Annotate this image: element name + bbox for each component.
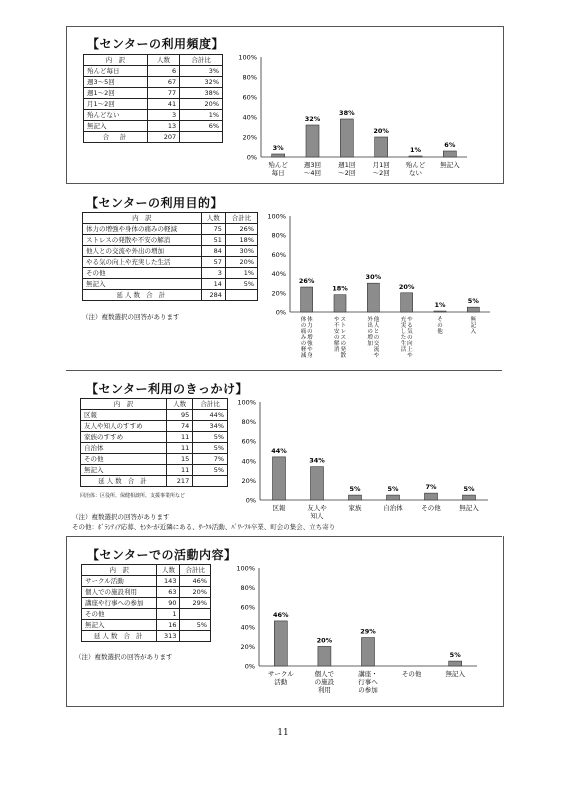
x-tick-label: 月1回～2回 — [372, 161, 390, 177]
y-tick-label: 0% — [245, 496, 256, 505]
table-row: 週1～2回 77 38% — [84, 88, 223, 99]
col-header: 人数 — [147, 55, 179, 66]
x-tick-label: 殆んどない — [405, 161, 426, 177]
svg-text:と: と — [373, 329, 380, 335]
col-header: 人数 — [167, 399, 193, 410]
table-row: 無記入 14 5% — [83, 279, 258, 290]
table-row: 講座や行事への参加 90 29% — [82, 598, 211, 609]
data-label: 5% — [449, 651, 461, 660]
svg-text:の: の — [300, 341, 307, 347]
bar — [362, 638, 375, 666]
bar — [443, 151, 456, 157]
svg-text:上: 上 — [407, 347, 413, 353]
bar — [463, 495, 476, 500]
svg-text:の: の — [367, 329, 373, 335]
y-tick-label: 100% — [236, 564, 255, 573]
svg-text:外: 外 — [367, 317, 373, 323]
table-row: 区報 95 44% — [81, 410, 228, 421]
svg-text:加: 加 — [367, 341, 373, 347]
x-tick-label — [471, 315, 477, 335]
svg-text:生: 生 — [400, 341, 407, 347]
svg-text:の: の — [373, 335, 380, 341]
svg-text:の: の — [437, 323, 443, 329]
table-row: 週3～5回 67 32% — [84, 77, 223, 88]
table-row: 無記入 13 6% — [84, 121, 223, 132]
svg-text:減: 減 — [300, 353, 307, 359]
total-row: 延人数 合 計 217 — [81, 476, 228, 487]
x-tick-label: その他 — [401, 670, 422, 678]
col-header: 内 訳 — [81, 399, 167, 410]
y-tick-label: 80% — [241, 418, 256, 427]
bar — [301, 287, 313, 312]
bar — [340, 119, 353, 157]
total-row: 合 計 207 — [84, 132, 223, 143]
svg-text:消: 消 — [334, 347, 340, 353]
svg-text:や: や — [373, 353, 380, 359]
svg-text:交: 交 — [373, 341, 380, 347]
table-row: 無記入 11 5% — [81, 465, 228, 476]
section-usage-trigger — [66, 370, 502, 537]
data-label: 32% — [304, 115, 321, 123]
bar-chart — [236, 398, 491, 518]
y-tick-label: 100% — [237, 398, 256, 407]
bar — [387, 495, 400, 500]
x-tick-label: 区報 — [272, 504, 286, 512]
col-header: 内 訳 — [84, 55, 148, 66]
bar — [409, 156, 422, 157]
x-tick-label — [401, 315, 413, 359]
y-tick-label: 40% — [271, 270, 286, 279]
y-tick-label: 80% — [271, 231, 286, 240]
y-tick-label: 40% — [240, 623, 255, 632]
table-row: 他人との交流や外出の増加 84 30% — [83, 246, 258, 257]
section-usage-frequency — [66, 26, 504, 184]
svg-text:た: た — [400, 335, 407, 341]
x-tick-label: サークル活動 — [267, 670, 294, 686]
y-tick-label: 20% — [241, 476, 256, 485]
col-header: 合計比 — [193, 399, 228, 410]
svg-text:活: 活 — [400, 347, 407, 353]
svg-text:強: 強 — [307, 341, 313, 347]
col-header: 合計比 — [225, 213, 257, 224]
data-label: 34% — [309, 456, 325, 465]
svg-text:実: 実 — [400, 323, 407, 329]
x-tick-label — [301, 315, 313, 359]
bar — [274, 621, 287, 666]
data-label: 29% — [360, 627, 376, 636]
x-tick-label: 個人での施設利用 — [314, 670, 335, 694]
table-row: サークル活動 143 46% — [82, 576, 211, 587]
total-row: 延人数 合 計 313 — [82, 631, 211, 642]
data-label: 5% — [387, 485, 399, 494]
svg-text:散: 散 — [340, 353, 346, 359]
svg-text:出: 出 — [367, 323, 373, 329]
footnote: （注）複数選択の回答があります — [82, 313, 180, 321]
y-tick-label: 20% — [271, 289, 286, 298]
y-tick-label: 0% — [275, 308, 286, 317]
table-row: 友人や知人のすすめ 74 34% — [81, 421, 228, 432]
bar — [449, 661, 462, 666]
table-row: 無記入 16 5% — [82, 620, 211, 631]
svg-text:力: 力 — [307, 323, 313, 329]
y-tick-label: 60% — [241, 437, 256, 446]
svg-text:解: 解 — [334, 341, 340, 347]
x-tick-label: 無記入 — [440, 161, 460, 169]
table-row: 月1～2回 41 20% — [84, 99, 223, 110]
data-label: 30% — [365, 273, 382, 282]
svg-text:の: の — [300, 323, 307, 329]
data-label: 46% — [273, 610, 289, 619]
svg-text:増: 増 — [367, 335, 373, 341]
svg-text:し: し — [400, 329, 407, 335]
data-label: 20% — [373, 127, 389, 135]
bar — [272, 154, 285, 157]
bar — [273, 457, 286, 500]
svg-text:安: 安 — [334, 329, 340, 335]
y-tick-label: 0% — [244, 662, 255, 671]
svg-text:ト: ト — [340, 323, 346, 329]
svg-text:身: 身 — [307, 353, 313, 359]
svg-text:や: や — [407, 317, 413, 323]
x-tick-label: 友人や知人 — [307, 504, 327, 520]
svg-text:充: 充 — [400, 317, 407, 323]
bar — [434, 311, 446, 312]
footnote: （注）複数選択の回答があります — [72, 513, 170, 521]
col-header: 内 訳 — [82, 565, 157, 576]
bar — [306, 125, 319, 157]
data-label: 1% — [409, 146, 422, 154]
x-tick-label — [437, 316, 443, 335]
bar — [425, 493, 438, 500]
bar-chart — [237, 53, 477, 183]
data-label: 5% — [349, 485, 361, 494]
section-title: 【センターの利用目的】 — [86, 196, 224, 210]
bar — [375, 137, 388, 157]
svg-text:人: 人 — [373, 323, 380, 329]
bar — [401, 293, 413, 312]
footnote: その他：ﾎﾞﾗﾝﾃｨｱ応募、ｾﾝﾀｰが近隣にある、ｻｰｸﾙ活動、ﾊﾟﾜｰﾌﾙ卒業、町会の集会、立ち寄り — [72, 523, 336, 531]
svg-text:軽: 軽 — [300, 347, 307, 353]
y-tick-label: 40% — [241, 457, 256, 466]
data-label: 6% — [444, 141, 456, 149]
y-tick-label: 0% — [246, 153, 257, 162]
svg-text:無: 無 — [470, 317, 477, 323]
page-number: 11 — [277, 728, 289, 738]
x-tick-label — [367, 315, 379, 359]
data-label: 26% — [298, 277, 315, 286]
svg-text:流: 流 — [373, 347, 380, 353]
table-row: その他 3 1% — [83, 268, 258, 279]
x-tick-label: 無記入 — [445, 670, 465, 678]
data-label: 20% — [316, 636, 333, 645]
x-tick-label: 週3回～4回 — [303, 161, 322, 177]
section-usage-purpose — [66, 182, 502, 371]
col-header: 内 訳 — [83, 213, 202, 224]
svg-text:レ: レ — [340, 329, 346, 335]
col-header: 合計比 — [180, 565, 211, 576]
x-tick-label — [334, 316, 346, 359]
svg-text:体: 体 — [307, 317, 313, 323]
y-tick-label: 80% — [240, 584, 255, 593]
data-label: 5% — [463, 485, 475, 494]
x-tick-label: その他 — [421, 504, 441, 512]
table-row: 自治体 11 5% — [81, 443, 228, 454]
table-row: その他 1 — [82, 609, 211, 620]
bar — [367, 283, 379, 312]
y-tick-label: 80% — [242, 73, 257, 82]
y-tick-label: 20% — [242, 133, 257, 142]
data-label: 1% — [434, 301, 446, 310]
svg-text:入: 入 — [470, 329, 477, 335]
svg-text:発: 発 — [340, 347, 346, 353]
section-activities — [66, 536, 504, 707]
y-tick-label: 60% — [240, 603, 255, 612]
x-tick-label: 殆んど毎日 — [268, 161, 288, 177]
section-title: 【センター利用のきっかけ】 — [86, 382, 249, 396]
data-label: 7% — [425, 483, 437, 492]
svg-text:不: 不 — [334, 323, 340, 329]
svg-text:他: 他 — [437, 329, 443, 335]
bar — [349, 495, 362, 500]
table-row: 殆んど毎日 6 3% — [84, 66, 223, 77]
table-row: ストレスの発散や不安の解消 51 18% — [83, 235, 258, 246]
svg-text:の: の — [340, 341, 346, 347]
x-tick-label: 家族 — [348, 504, 362, 512]
table-row: 家族のすすめ 11 5% — [81, 432, 228, 443]
bar-chart — [235, 564, 485, 704]
data-label: 38% — [339, 109, 355, 117]
table-row: その他 15 7% — [81, 454, 228, 465]
y-tick-label: 20% — [240, 642, 255, 651]
svg-text:や: や — [334, 317, 340, 323]
footnote: （注）複数選択の回答があります — [75, 653, 173, 661]
svg-text:ス: ス — [340, 317, 346, 323]
bar — [334, 295, 346, 312]
section-title: 【センターでの活動内容】 — [87, 548, 237, 562]
data-table — [81, 564, 211, 642]
table-row: 体力の増強や身体の痛みの軽減 75 26% — [83, 224, 258, 235]
y-tick-label: 40% — [242, 113, 257, 122]
table-row: 殆んどない 3 1% — [84, 110, 223, 121]
svg-text:向: 向 — [407, 341, 413, 347]
svg-text:み: み — [300, 335, 307, 341]
bar — [318, 646, 331, 666]
svg-text:や: や — [407, 353, 413, 359]
bar-chart — [266, 212, 496, 362]
y-tick-label: 60% — [271, 250, 286, 259]
svg-text:の: の — [407, 335, 413, 341]
bar — [311, 467, 324, 500]
svg-text:増: 増 — [307, 335, 313, 341]
x-tick-label: 無記入 — [459, 504, 479, 512]
y-tick-label: 60% — [242, 93, 257, 102]
svg-text:記: 記 — [470, 323, 477, 329]
data-label: 3% — [272, 144, 284, 152]
data-label: 44% — [271, 446, 287, 455]
data-label: 18% — [332, 284, 348, 293]
x-tick-label: 週1回～2回 — [338, 161, 356, 177]
table-row: 個人での施設利用 63 20% — [82, 587, 211, 598]
section-title: 【センターの利用頻度】 — [87, 37, 225, 51]
svg-text:他: 他 — [373, 317, 380, 323]
col-header: 合計比 — [180, 55, 223, 66]
total-row: 延人数 合 計 284 — [83, 290, 258, 301]
svg-text:気: 気 — [407, 329, 413, 335]
data-table — [82, 212, 258, 301]
svg-text:痛: 痛 — [300, 329, 307, 335]
data-label: 5% — [467, 297, 479, 306]
table-row: やる気の向上や充実した生活 57 20% — [83, 257, 258, 268]
svg-text:の: の — [307, 329, 313, 335]
svg-text:や: や — [307, 347, 313, 353]
x-tick-label: 自治体 — [383, 504, 403, 512]
bar — [467, 307, 479, 312]
col-header: 人数 — [157, 565, 180, 576]
col-header: 人数 — [201, 213, 225, 224]
y-tick-label: 100% — [267, 212, 286, 221]
svg-text:の: の — [334, 335, 340, 341]
data-table — [80, 398, 228, 487]
data-label: 20% — [398, 282, 415, 291]
table-caption: 回治体：区役所、保健相談所、支援事業所など — [80, 493, 186, 499]
svg-text:そ: そ — [437, 317, 443, 323]
svg-text:ス: ス — [340, 335, 346, 341]
x-tick-label: 講座・行事への参加 — [358, 670, 378, 694]
svg-text:体: 体 — [300, 317, 307, 323]
y-tick-label: 100% — [238, 53, 257, 62]
data-table — [83, 54, 223, 143]
svg-text:る: る — [407, 323, 413, 329]
